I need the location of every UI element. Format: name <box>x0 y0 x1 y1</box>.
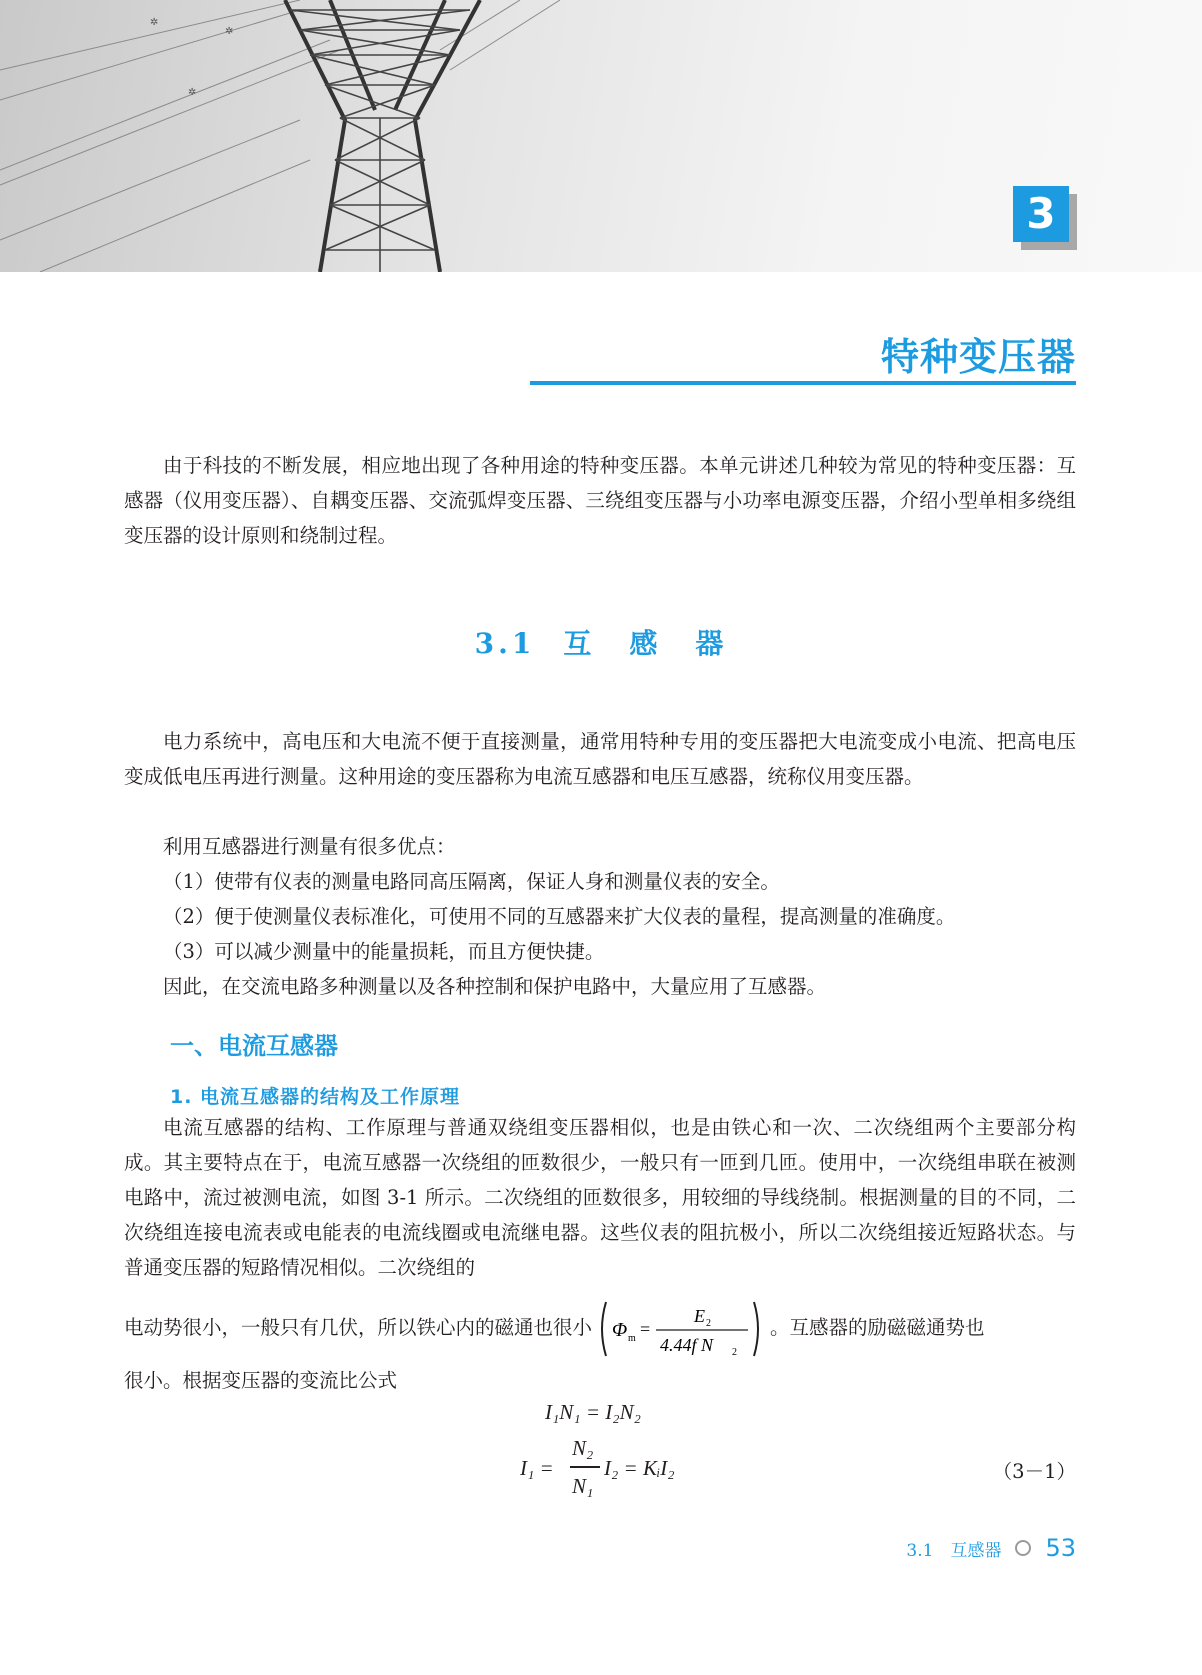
text-before-formula: 电动势很小，一般只有几伏，所以铁心内的磁通也很小 <box>124 1316 593 1339</box>
svg-text:✲: ✲ <box>188 87 197 98</box>
text-after-formula: 。互感器的励磁磁通势也 <box>770 1316 985 1339</box>
fraction-bar <box>570 1466 600 1468</box>
advantage-item: （3）可以减少测量中的能量损耗，而且方便快捷。 <box>163 940 605 963</box>
conclusion-paragraph: 因此，在交流电路多种测量以及各种控制和保护电路中，大量应用了互感器。 <box>163 975 827 998</box>
flux-subscript: m <box>628 1332 636 1344</box>
section-title-char: 互 <box>563 627 596 660</box>
chapter-title: 特种变压器 <box>880 335 1076 379</box>
chapter-number: 3 <box>1013 186 1069 242</box>
subsubsection-heading: 1. 电流互感器的结构及工作原理 <box>170 1086 461 1108</box>
section-paragraph: 电力系统中，高电压和大电流不便于直接测量，通常用特种专用的变压器把大电流变成小电流、把高电压变成低电压再进行测量。这种用途的变压器称为电流互感器和电压互感器，统称仪用变压器。 <box>124 730 1076 788</box>
equation-number: （3－1） <box>992 1460 1076 1483</box>
section-number: 3.1 <box>474 627 536 660</box>
svg-text:✲: ✲ <box>150 17 159 28</box>
subsection-heading: 一、电流互感器 <box>170 1031 338 1060</box>
equation-2-rhs: I₂ = KᵢI₂ <box>604 1456 675 1480</box>
flux-symbol: Φ <box>612 1318 628 1341</box>
numerator: E <box>694 1305 706 1326</box>
formula-line <box>124 1295 1076 1362</box>
footer-section-ref: 3.1 互感器 <box>906 1540 1002 1561</box>
advantage-item: （1）使带有仪表的测量电路同高压隔离，保证人身和测量仪表的安全。 <box>163 870 780 893</box>
section-title-char: 感 <box>629 627 662 660</box>
section-title-char: 器 <box>695 627 728 660</box>
denominator: 4.44f N <box>660 1334 714 1355</box>
svg-text:✲: ✲ <box>225 26 234 37</box>
inline-flux-formula <box>596 1296 766 1362</box>
section-heading <box>0 622 1202 662</box>
title-underline <box>530 381 1076 385</box>
page-number: 53 <box>1045 1534 1076 1562</box>
denominator-subscript: 2 <box>732 1346 738 1358</box>
equation-2-lhs: I₁ = <box>520 1456 554 1480</box>
chapter-intro: 由于科技的不断发展，相应地出现了各种用途的特种变压器。本单元讲述几种较为常见的特种变压器：互感器（仪用变压器）、自耦变压器、交流弧焊变压器、三绕组变压器与小功率电源变压器，介绍小型单相多绕组变压器的设计原则和绕制过程。 <box>124 454 1076 547</box>
page-footer <box>906 1534 1076 1562</box>
chapter-number-badge <box>1013 186 1069 242</box>
body-paragraph: 电流互感器的结构、工作原理与普通双绕组变压器相似，也是由铁心和一次、二次绕组两个主要部分构成。其主要特点在于，电流互感器一次绕组的匝数很少，一般只有一匝到几匝。使用中，一次绕组串联在被测电路中，流过被测电流，如图 3-1 所示。二次绕组的匝数很多，用较细的导线绕制。根据测量的目的不同，二次绕组连接电流表或电能表的电流线圈或电流继电器。这些仪表的阻抗极小，所以二次绕组接近短路状态。与普通变压器的短路情况相似。二次绕组的 <box>124 1116 1076 1279</box>
circle-icon <box>1015 1540 1031 1556</box>
equation-1: I₁N₁ = I₂N₂ <box>545 1400 641 1424</box>
advantage-item: （2）便于使测量仪表标准化，可使用不同的互感器来扩大仪表的量程，提高测量的准确度。 <box>163 905 956 928</box>
svg-text:=: = <box>640 1318 651 1339</box>
numerator-subscript: 2 <box>706 1317 712 1329</box>
equation-2-denominator: N₁ <box>572 1474 594 1498</box>
advantages-lead: 利用互感器进行测量有很多优点： <box>163 835 456 858</box>
body-last-line: 很小。根据变压器的变流比公式 <box>124 1369 398 1392</box>
equation-2-numerator: N₂ <box>572 1436 594 1460</box>
